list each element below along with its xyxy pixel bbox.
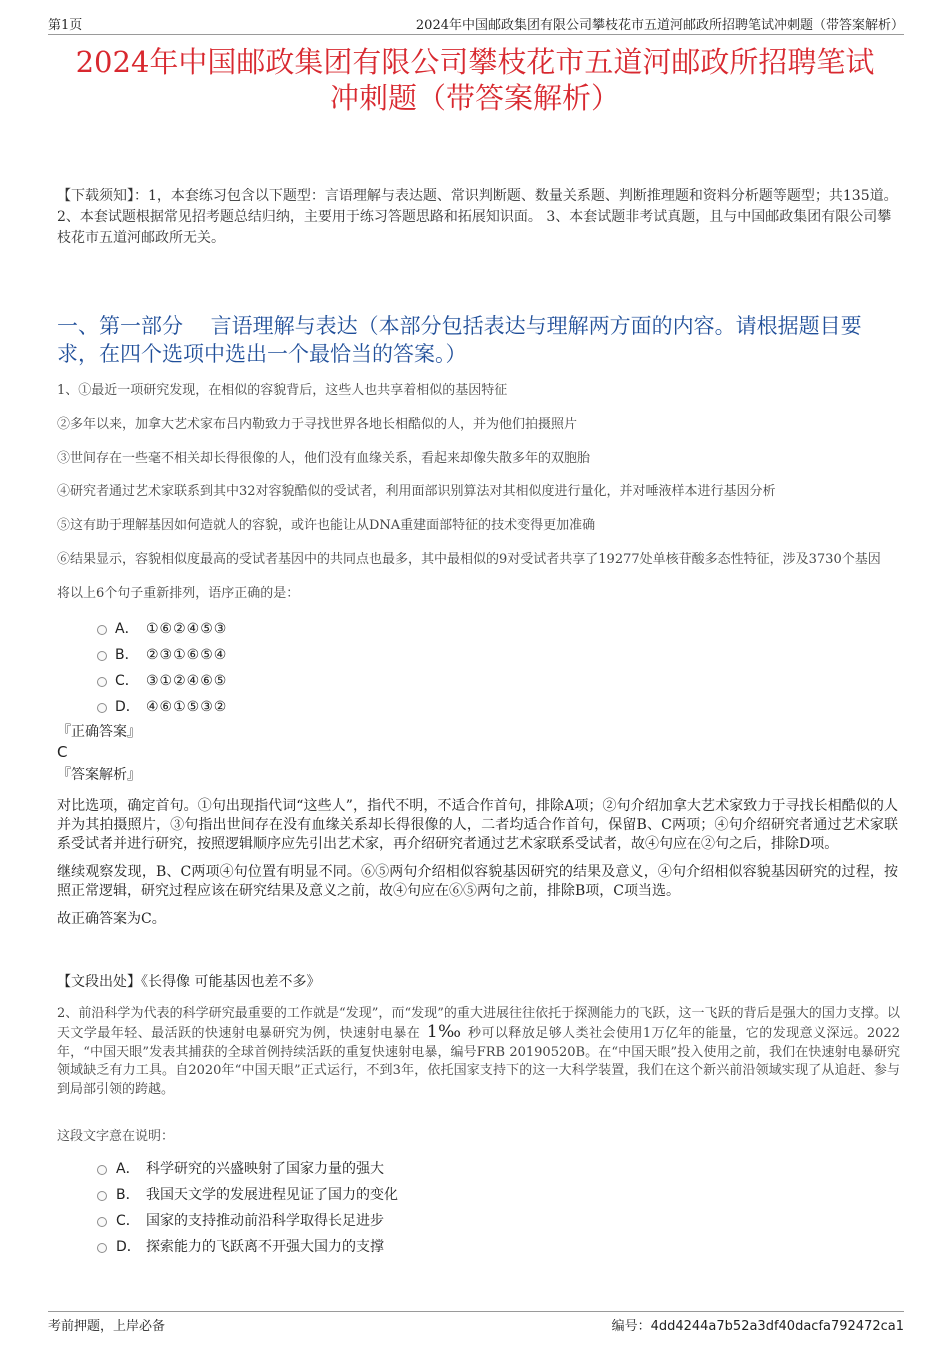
radio-icon[interactable] [97,625,107,635]
question-1-sentence: 1、①最近一项研究发现，在相似的容貌背后，这些人也共享着相似的基因特征 [57,383,508,398]
option-key: C． [115,673,139,689]
passage-text: 2、前沿科学为代表的科学研究最重要的工作就是“发现”，而“发现”的重大进展往往依托于探测能力的飞跃，这一飞跃的背后是强大的国力支撑。以天文学最年轻、最活跃的快速射电暴研究为例，快速射电暴在 [57,1006,900,1042]
question-2-passage [57,1005,900,1099]
option-text: ④⑥①⑤③② [146,699,228,715]
question-2-options [0,1156,900,1260]
page-number: 第1页 [48,18,83,33]
question-1-sentence: ②多年以来，加拿大艺术家布吕内勒致力于寻找世界各地长相酷似的人，并为他们拍摄照片 [57,416,578,432]
radio-icon[interactable] [97,703,107,713]
document-title-line-1: 2024年中国邮政集团有限公司攀枝花市五道河邮政所招聘笔试 [75,45,875,79]
question-2-option-c[interactable] [0,1208,900,1234]
page-footer [48,1311,904,1334]
option-text: 国家的支持推动前沿科学取得长足进步 [146,1213,384,1229]
question-1-option-a[interactable] [0,616,900,642]
footer-code [612,1315,904,1334]
question-1 [57,382,900,619]
question-1-option-b[interactable] [0,642,900,668]
question-2-prompt: 这段文字意在说明： [57,1129,175,1144]
radio-icon[interactable] [97,1243,107,1253]
analysis-paragraph: 继续观察发现，B、C两项④句位置有明显不同。⑥⑤两句介绍相似容貌基因研究的结果及意义，④句介绍相似容貌基因研究的过程，按照正常逻辑，研究过程应该在研究结果及意义之前，故④句应在⑥⑤两句之前，排除B项，C项当选。 [57,864,898,899]
option-key: D． [115,699,140,715]
option-key: D． [116,1239,141,1255]
option-key: A． [116,1161,140,1177]
radio-icon[interactable] [97,677,107,687]
answer-value: C [57,743,68,761]
header-doc-title: 2024年中国邮政集团有限公司攀枝花市五道河邮政所招聘笔试冲刺题（带答案解析） [415,18,904,33]
question-1-options [0,616,900,720]
question-2-option-a[interactable] [0,1156,900,1182]
footer-code-value: 4dd4244a7b52a3df40dacfa792472ca1 [650,1319,904,1334]
passage-text: 秒可以释放足够人类社会使用1万亿年的能量，它的发现意义深远。2022年，“中国天眼”发表其捕获的全球首例持续活跃的重复快速射电暴，编号FRB 20190520B。在“中国天眼”投入使用之前，我们在快速射电暴研究领域缺乏有力工具。自2020年“中国天眼”正式运行，不到3年，依托国家支持下的这一大科学装置，我们在这个新兴前沿领域实现了从追赶、参与到局部引领的跨越。 [57,1026,900,1097]
page-header [48,12,904,35]
option-text: 探索能力的飞跃离不开强大国力的支撑 [146,1239,384,1255]
question-1-prompt: 将以上6个句子重新排列，语序正确的是： [57,585,300,601]
question-1-sentence: ⑥结果显示，容貌相似度最高的受试者基因中的共同点也最多，其中最相似的9对受试者共享了19277处单核苷酸多态性特征，涉及3730个基因 [57,551,881,567]
download-notice: 【下载须知】：1，本套练习包含以下题型：言语理解与表达题、常识判断题、数量关系题、判断推理题和资料分析题等题型；共135道。 2、本套试题根据常见招考题总结归纳，主要用于练习答题思路和拓展知识面。 3、本套试题非考试真题，且与中国邮政集团有限公司攀枝花市五道河邮政所无关。 [57,188,898,246]
footer-slogan: 考前押题，上岸必备 [48,1319,166,1334]
option-key: C． [116,1213,140,1229]
analysis-paragraph: 故正确答案为C。 [57,911,166,927]
question-1-answer [57,723,898,929]
radio-icon[interactable] [97,1165,107,1175]
question-1-sentence: ③世间存在一些毫不相关却长得很像的人，他们没有血缘关系，看起来却像失散多年的双胞胎 [57,450,591,466]
analysis-label: 『答案解析』 [57,767,141,783]
analysis-paragraph: 对比选项，确定首句。①句出现指代词“这些人”，指代不明，不适合作首句，排除A项；②句介绍加拿大艺术家致力于寻找长相酷似的人并为其拍摄照片，③句指出世间存在没有血缘关系却长得很像的人，二者均适合作首句，保留B、C两项；④句介绍研究者通过艺术家联系受试者并进行研究，按照逻辑顺序应先引出艺术家，再介绍研究者通过艺术家联系受试者，故④句应在②句之后，排除D项。 [57,798,898,852]
question-1-sentence: ⑤这有助于理解基因如何造就人的容貌，或许也能让从DNA重建面部特征的技术变得更加准确 [57,518,596,534]
question-2-option-b[interactable] [0,1182,900,1208]
option-key: A． [115,621,139,637]
option-text: 科学研究的兴盛映射了国家力量的强大 [146,1161,384,1177]
radio-icon[interactable] [97,651,107,661]
option-text: ③①②④⑥⑤ [146,673,228,689]
analysis-body [57,797,898,929]
question-2-option-d[interactable] [0,1234,900,1260]
radio-icon[interactable] [97,1191,107,1201]
document-title [40,44,910,116]
option-text: ①⑥②④⑤③ [146,621,228,637]
document-title-line-2: 冲刺题（带答案解析） [329,81,620,115]
option-key: B． [116,1187,140,1203]
question-1-option-d[interactable] [0,694,900,720]
option-text: 我国天文学的发展进程见证了国力的变化 [146,1187,398,1203]
footer-code-label: 编号： [611,1319,651,1334]
question-1-sentence: ④研究者通过艺术家联系到其中32对容貌酷似的受试者，利用面部识别算法对其相似度进行量化，并对唾液样本进行基因分析 [57,484,776,500]
option-text: ②③①⑥⑤④ [146,647,228,663]
radio-icon[interactable] [97,1217,107,1227]
section-heading: 一、第一部分 言语理解与表达（本部分包括表达与理解两方面的内容。请根据题目要求，在四个选项中选出一个最恰当的答案。） [57,314,862,366]
answer-label: 『正确答案』 [57,724,141,740]
option-key: B． [115,647,139,663]
fraction-value: 1‰ [426,1022,462,1043]
passage-source: 【文段出处】《长得像 可能基因也差不多》 [57,974,321,990]
question-1-option-c[interactable] [0,668,900,694]
